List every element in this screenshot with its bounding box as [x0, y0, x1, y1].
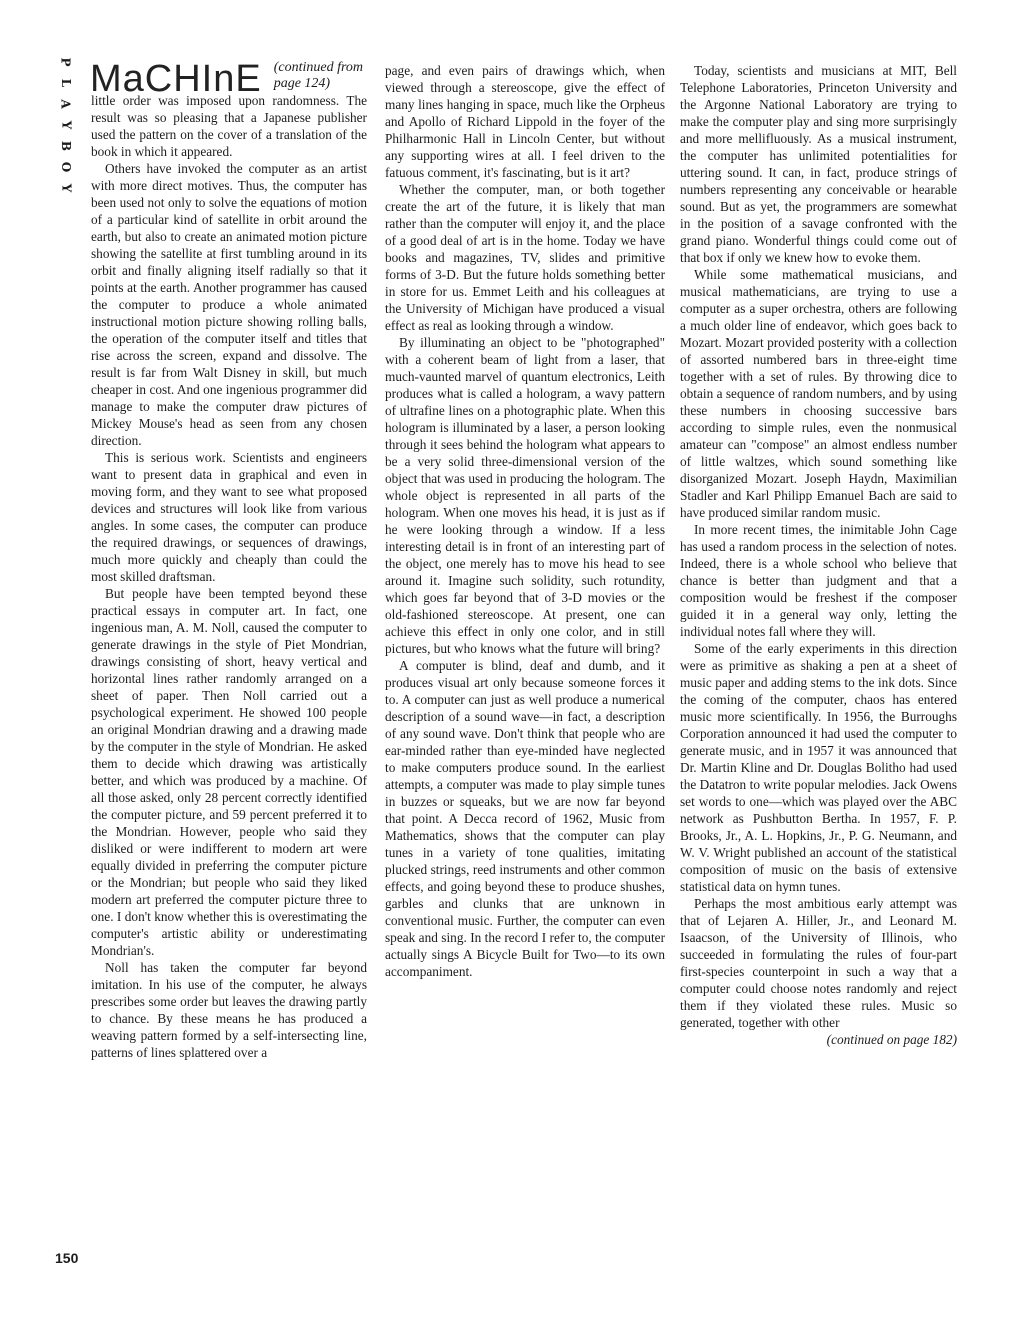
header-title-word: MaCHInE — [90, 58, 262, 100]
paragraph: page, and even pairs of drawings which, when viewed through a stereoscope, give the effect of many lines hanging in space, much like the Orpheus and Apollo of Richard Lippold in the foyer of the Philharmonic Hall in Lincoln Center, but without any supporting wires at all. I feel driven to the fatuous comment, it's fascinating, but is it art? — [385, 63, 665, 180]
magazine-side-logo — [58, 56, 74, 203]
side-letter: L — [59, 78, 73, 88]
side-letter: A — [59, 99, 73, 109]
paragraph: Today, scientists and musicians at MIT, Bell Telephone Laboratories, Princeton University and the Argonne National Laboratory are trying to make the computer play and sing more surprisingly and more mellifluously. As a musical instrument, the computer has unlimited potentialities for uttering sound. It can, in fact, produce strings of numbers representing any conceivable or hearable sound. But as yet, the programmers are somewhat in the position of a savage confronted with the grand piano. Wonderful things could come out of that box if only we knew how to evoke them. — [680, 63, 957, 265]
continued-on-note: (continued on page 182) — [826, 1032, 957, 1047]
side-letter: B — [59, 140, 73, 152]
paragraph: Some of the early experiments in this direction were as primitive as shaking a pen at a sheet of music paper and adding stems to the ink dots. Since the coming of the computer, chaos has entered music more scientifically. In 1956, the Burroughs Corporation announced it had used the computer to generate music, and in 1957 it was announced that Dr. Martin Kline and Dr. Douglas Bolitho had used the Datatron to write popular melodies. Jack Owens set words to one—which was played over the ABC network as Pushbutton Bertha. In 1957, F. P. Brooks, Jr., A. L. Hopkins, Jr., P. G. Neumann, and W. V. Wright published an account of the statistical composition of music on the basis of extensive statistical data on hymn tunes. — [680, 641, 957, 894]
paragraph: Whether the computer, man, or both together create the art of the future, it is likely that man rather than the computer will enjoy it, and the place of a good deal of art is in the home. Today we have books and magazines, TV, slides and primitive forms of 3-D. But the future holds something better in store for us. Emmet Leith and his colleagues at the University of Michigan have produced a visual effect as real as looking through a window. — [385, 182, 665, 333]
side-letter: Y — [58, 120, 73, 130]
side-letter: Y — [58, 183, 73, 193]
article-header — [90, 54, 380, 100]
paragraph: A computer is blind, deaf and dumb, and it produces visual art only because someone forces it to. A computer can just as well produce a numerical description of a sound wave—in fact, a description of any sound wave. Don't think that people who are ear-minded rather than eye-minded have neglected to make computers produce sound. In the earliest attempts, a computer was made to play simple tunes in buzzes or squeaks, but we are now far beyond that point. A Decca record of 1962, Music from Mathematics, shows that the computer can play tunes in a variety of tone qualities, imitating plucked strings, reed instruments and other common effects, and going beyond these to produce shushes, garbles and clunks that are unknown in conventional music. Further, the computer can even speak and sing. In the record I refer to, the computer actually sings A Bicycle Built for Two—to its own accompaniment. — [385, 658, 665, 979]
text-column-3 — [680, 62, 957, 1048]
paragraph: By illuminating an object to be "photographed" with a coherent beam of light from a laser, that much-vaunted marvel of quantum electronics, Leith produces what is called a hologram, a wavy pattern of ultrafine lines on a photographic plate. When this hologram is illuminated by a laser, a person looking through it sees behind the hologram what appears to be a very solid three-dimensional version of the object that was used in producing the hologram. The whole object is represented in all parts of the hologram. When one moves his head, it is just as if he were looking through a window. If a less interesting detail is in front of an interesting part of the object, one merely has to move his head to see around it. Imagine such solidity, such rotundity, which goes far beyond that of 3-D movies or the old-fashioned stereoscope. At present, one can achieve this effect in only one color, and in still pictures, but who knows what the future will bring? — [385, 335, 665, 656]
text-column-2 — [385, 62, 665, 980]
side-letter: O — [58, 161, 73, 173]
paragraph: Others have invoked the computer as an artist with more direct motives. Thus, the computer has been used not only to solve the equations of motion of a particular kind of satellite in orbit around the earth, but also to create an animated motion picture showing the satellite at first tumbling around in its orbit and finally aligning itself radially so that it points at the earth. Another programmer has caused the computer to produce a whole animated instructional motion picture showing rolling balls, the operation of the computer itself and titles that rise across the screen, expand and dissolve. The result is far from Walt Disney in skill, but much cheaper in cost. And one ingenious programmer did manage to make the computer draw pictures of Mickey Mouse's head as seen from any chosen direction. — [91, 161, 367, 448]
paragraph: This is serious work. Scientists and engineers want to present data in graphical and even in moving form, and they want to see what proposed devices and structures will look like from various angles. In some cases, the computer can produce the required drawings, or sequences of drawings, much more quickly and cheaply than could the most skilled draftsman. — [91, 450, 367, 584]
paragraph: Perhaps the most ambitious early attempt was that of Lejaren A. Hiller, Jr., and Leonard M. Isaacson, of the University of Illinois, who succeeded in formulating the rules of four-part first-species counterpoint in such a way that a computer could choose notes randomly and reject them if they violated these rules. Music so generated, together with other — [680, 896, 957, 1030]
continued-from-note: (continued from page 124) — [273, 60, 364, 91]
text-column-1 — [91, 92, 367, 1061]
paragraph: little order was imposed upon randomness. The result was so pleasing that a Japanese publisher used the pattern on the cover of a translation of the book in which it appeared. — [91, 93, 367, 159]
side-letter: P — [59, 57, 73, 67]
page-number: 150 — [55, 1250, 79, 1266]
paragraph: Noll has taken the computer far beyond imitation. In his use of the computer, he always prescribes some order but leaves the drawing partly to chance. By these means he has produced a weaving pattern formed by a self-intersecting line, patterns of lines splattered over a — [91, 960, 367, 1060]
paragraph: In more recent times, the inimitable John Cage has used a random process in the selection of notes. Indeed, there is a whole school who believe that chance is better than judgment and that a composition would be freshest if the composer guided it in a general way only, letting the individual notes fall where they will. — [680, 522, 957, 639]
paragraph: While some mathematical musicians, and musical mathematicians, are trying to use a computer as a super orchestra, others are following a much older line of endeavor, which goes back to Mozart. Mozart provided posterity with a collection of assorted numbered bars in three-eight time together with a set of rules. By throwing dice to obtain a sequence of random numbers, and by using these numbers in choosing successive bars according to simple rules, even the nonmusical amateur can "compose" an almost endless number of little waltzes, which sound something like disorganized Mozart. Joseph Haydn, Maximilian Stadler and Karl Philipp Emanuel Bach are said to have produced similar random music. — [680, 267, 957, 520]
paragraph: But people have been tempted beyond these practical essays in computer art. In fact, one ingenious man, A. M. Noll, caused the computer to generate drawings in the style of Piet Mondrian, drawings consisting of short, heavy vertical and horizontal lines rather randomly arranged on a sheet of paper. Then Noll carried out a psychological experiment. He showed 100 people an original Mondrian drawing and a drawing made by the computer in the style of Mondrian. He asked them to decide which drawing was artistically better, and which was produced by a machine. Of all those asked, only 28 percent correctly identified the computer picture, and 59 percent preferred it to the Mondrian. However, people who said they disliked or were indifferent to modern art were equally divided in preferring the computer picture or the Mondrian; but people who said they liked modern art preferred the computer picture three to one. I don't know whether this is overestimating the computer's artistic ability or underestimating Mondrian's. — [91, 586, 367, 958]
